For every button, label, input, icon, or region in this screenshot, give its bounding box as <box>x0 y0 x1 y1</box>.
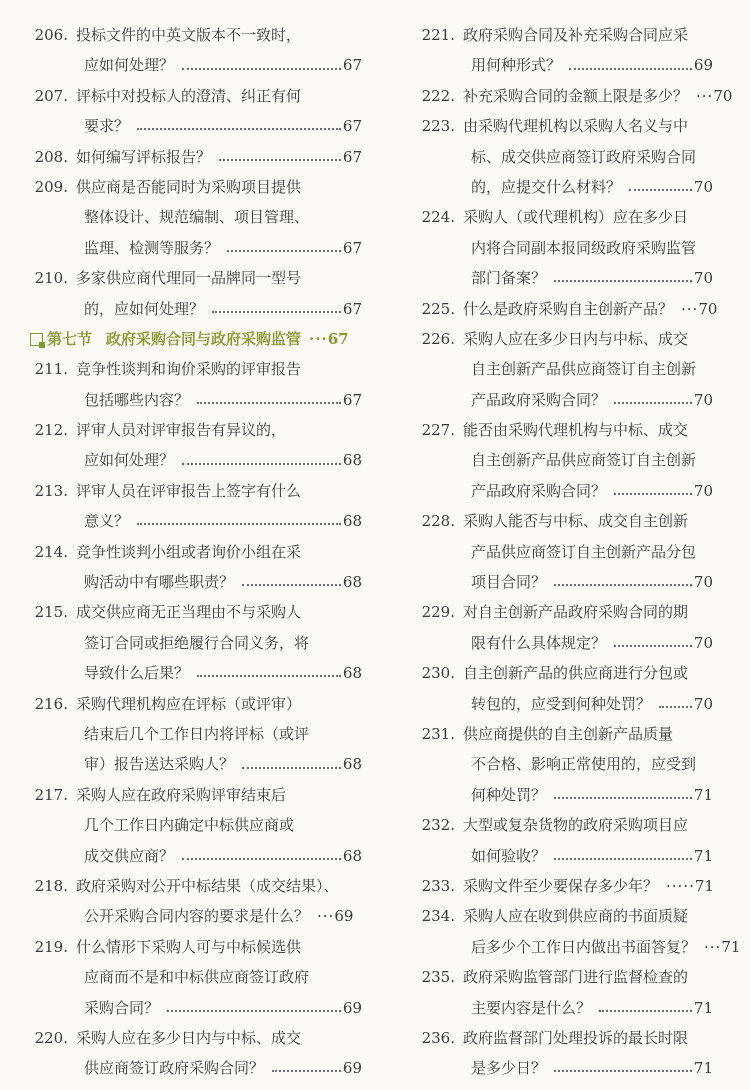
dot-leader <box>272 1070 341 1072</box>
toc-entry-225[interactable]: 225. 什么是政府采购自主创新产品？ ··· 70 <box>413 294 713 324</box>
toc-entry-228[interactable]: 228. 采购人能否与中标、成交自主创新 <box>421 512 689 531</box>
dot-leader <box>137 523 341 525</box>
toc-entry-234[interactable]: 234. 采购人应在收到供应商的书面质疑 <box>421 907 689 926</box>
toc-entry-214[interactable]: 214. 竞争性谈判小组或者询价小组在采 <box>34 542 302 561</box>
dot-leader <box>614 645 692 647</box>
page-number: 67 <box>342 117 362 136</box>
section-heading-7[interactable]: 第七节 政府采购合同与政府采购监管 ··· 67 <box>30 324 362 354</box>
page-number: 67 <box>342 56 362 75</box>
page-number: 70 <box>693 390 713 409</box>
dot-leader <box>182 463 341 465</box>
page-number: 69 <box>342 1059 362 1078</box>
toc-entry-227[interactable]: 227. 能否由采购代理机构与中标、成交 <box>421 421 689 440</box>
page-number: 71 <box>693 846 713 865</box>
page-number: 71 <box>693 998 713 1017</box>
dot-leader <box>569 68 692 70</box>
toc-left-column: 206. 投标文件的中英文版本不一致时， 应如何处理？ 67 207. 评标中对投标人的澄清、纠正有何 要求？ 67 208. 如何编写评标报告？ 67 209. 供应商是否能同时为采购项目提供 整体设计、规范编制、项目管理、 监理、检测等服务？ 67 210. 多家供应商代理同一品牌同一型号 的，应如何处理？ 67 第七节 政府采购合同与政府采购监管 ··· 67 211. 竞争性谈判和询价采购的评审报告 包括哪些内容？ 67 212. 评审人员对评审报告有异议的， 应如何处理？ 68 213. 评审人员在评审报告上签字有什么 意义？ 68 214. 竞争性谈判小组或者询价小组在采 购活动中有哪些职责？ 68 215. 成交供应商无正当理由不与采购人 签订合同或拒绝履行合同义务，将 导致什么后果？ 68 216. 采购代理机构应在评标（或评审） 结束后几个工作日内将评标（或评 审）报告送达采购人？ 68 217. 采购人应在政府采购评审结束后 几个工作日内确定中标供应商或 成交供应商？ 68 218. 政府采购对公开中标结果（成交结果）、 公开采购合同内容的要求是什么？ ··· 69 219. 什么情形下采购人可与中标候选供 应商而不是和中标供应商签订政府 采购合同？ 69 220. 采购人应在多少日内与中标、成交 供应商签订政府采购合同？ 69 <box>30 20 362 1084</box>
page-number: 68 <box>342 451 362 470</box>
toc-entry-221[interactable]: 221. 政府采购合同及补充采购合同应采 <box>421 26 689 44</box>
toc-entry-224[interactable]: 224. 采购人（或代理机构）应在多少日 <box>421 208 689 227</box>
toc-entry-230[interactable]: 230. 自主创新产品的供应商进行分包或 <box>421 664 689 683</box>
page-number: 68 <box>342 664 362 683</box>
toc-entry-220[interactable]: 220. 采购人应在多少日内与中标、成交 <box>34 1028 302 1047</box>
page-number: 67 <box>342 390 362 409</box>
dot-leader <box>242 584 341 586</box>
toc-entry-211[interactable]: 211. 竞争性谈判和询价采购的评审报告 <box>34 360 302 379</box>
page-number: 70 <box>713 86 733 105</box>
toc-entry-223[interactable]: 223. 由采购代理机构以采购人名义与中 <box>421 117 689 136</box>
toc-entry-212[interactable]: 212. 评审人员对评审报告有异议的， <box>34 421 287 440</box>
dot-leader <box>554 858 692 860</box>
page-number: 67 <box>342 299 362 318</box>
toc-entry-218[interactable]: 218. 政府采购对公开中标结果（成交结果）、 <box>34 876 339 895</box>
toc-entry-226[interactable]: 226. 采购人应在多少日内与中标、成交 <box>421 329 689 348</box>
page-number: 68 <box>342 512 362 531</box>
page-number: 67 <box>327 329 349 348</box>
toc-entry-215[interactable]: 215. 成交供应商无正当理由不与采购人 <box>34 603 302 622</box>
toc-right-column: 221. 政府采购合同及补充采购合同应采 用何种形式？ 69 222. 补充采购合同的金额上限是多少？ ··· 70 223. 由采购代理机构以采购人名义与中 标、成交供应商签订政府采购合同 的，应提交什么材料？ 70 224. 采购人（或代理机构）应在多少日 内将合同副本报同级政府采购监管 部门备案？ 70 225. 什么是政府采购自主创新产品？ ··· 70 226. 采购人应在多少日内与中标、成交 自主创新产品供应商签订自主创新 产品政府采购合同？ 70 227. 能否由采购代理机构与中标、成交 自主创新产品供应商签订自主创新 产品政府采购合同？ 70 228. 采购人能否与中标、成交自主创新 产品供应商签订自主创新产品分包 项目合同？ 70 229. 对自主创新产品政府采购合同的期 限有什么具体规定？ 70 230. 自主创新产品的供应商进行分包或 转包的，应受到何种处罚？ 70 231. 供应商提供的自主创新产品质量 不合格、影响正常使用的，应受到 何种处罚？ 71 232. 大型或复杂货物的政府采购项目应 如何验收？ 71 233. 采购文件至少要保存多少年？ ····· 71 234. 采购人应在收到供应商的书面质疑 后多少个工作日内做出书面答复？ ··· 71 235. 政府采购监管部门进行监督检查的 主要内容是什么？ 71 236. 政府监督部门处理投诉的最长时限 是多少日？ 71 <box>413 20 713 1084</box>
toc-entry-222[interactable]: 222. 补充采购合同的金额上限是多少？ ··· 70 <box>413 81 713 111</box>
page-number: 71 <box>693 785 713 804</box>
toc-entry-235[interactable]: 235. 政府采购监管部门进行监督检查的 <box>421 968 689 987</box>
page-number: 70 <box>693 269 713 288</box>
dot-leader <box>554 280 692 282</box>
page-number: 67 <box>342 238 362 257</box>
section-title: 政府采购合同与政府采购监管 <box>106 329 302 348</box>
page-number: 71 <box>693 1059 713 1078</box>
section-marker-icon <box>30 333 43 346</box>
page-number: 67 <box>342 147 362 166</box>
page-number: 70 <box>693 573 713 592</box>
dot-leader <box>614 493 692 495</box>
page-number: 71 <box>721 937 741 956</box>
toc-entry-206[interactable]: 206. 投标文件的中英文版本不一致时， <box>34 26 302 44</box>
toc-entry-216[interactable]: 216. 采购代理机构应在评标（或评审） <box>34 694 302 713</box>
dot-leader <box>614 402 692 404</box>
dot-leader <box>227 250 341 252</box>
dot-leader <box>197 675 341 677</box>
dot-leader <box>554 1070 692 1072</box>
dot-leader <box>599 1010 692 1012</box>
page-number: 71 <box>694 876 714 895</box>
toc-entry-208[interactable]: 208. 如何编写评标报告？ 67 <box>30 142 362 172</box>
page-number: 69 <box>693 56 713 75</box>
toc-entry-207[interactable]: 207. 评标中对投标人的澄清、纠正有何 <box>34 86 302 105</box>
toc-entry-209[interactable]: 209. 供应商是否能同时为采购项目提供 <box>34 177 302 196</box>
dot-leader <box>242 767 341 769</box>
dot-leader <box>219 159 341 161</box>
dot-leader <box>137 128 341 130</box>
toc-entry-219[interactable]: 219. 什么情形下采购人可与中标候选供 <box>34 937 302 956</box>
toc-entry-217[interactable]: 217. 采购人应在政府采购评审结束后 <box>34 785 287 804</box>
dot-leader <box>167 1010 341 1012</box>
page-number: 68 <box>342 573 362 592</box>
page-number: 69 <box>342 998 362 1017</box>
dot-leader <box>629 189 692 191</box>
dot-leader <box>554 584 692 586</box>
page-number: 70 <box>693 177 713 196</box>
page-number: 70 <box>693 633 713 652</box>
dot-leader <box>659 706 692 708</box>
page-number: 70 <box>693 694 713 713</box>
toc-entry-236[interactable]: 236. 政府监督部门处理投诉的最长时限 <box>421 1028 689 1047</box>
page-number: 70 <box>698 299 718 318</box>
toc-entry-229[interactable]: 229. 对自主创新产品政府采购合同的期 <box>421 603 689 622</box>
dot-leader <box>197 402 341 404</box>
toc-entry-213[interactable]: 213. 评审人员在评审报告上签字有什么 <box>34 481 302 500</box>
toc-entry-231[interactable]: 231. 供应商提供的自主创新产品质量 <box>421 724 674 743</box>
dot-leader <box>554 797 692 799</box>
page-number: 68 <box>342 755 362 774</box>
toc-entry-233[interactable]: 233. 采购文件至少要保存多少年？ ····· 71 <box>413 871 713 901</box>
page-number: 69 <box>334 907 354 926</box>
toc-entry-232[interactable]: 232. 大型或复杂货物的政府采购项目应 <box>421 816 689 835</box>
toc-entry-210[interactable]: 210. 多家供应商代理同一品牌同一型号 <box>34 269 302 288</box>
page-number: 68 <box>342 846 362 865</box>
section-label: 第七节 <box>47 329 93 348</box>
dot-leader <box>182 858 341 860</box>
page-number: 70 <box>693 481 713 500</box>
dot-leader <box>182 68 341 70</box>
dot-leader <box>212 311 341 313</box>
